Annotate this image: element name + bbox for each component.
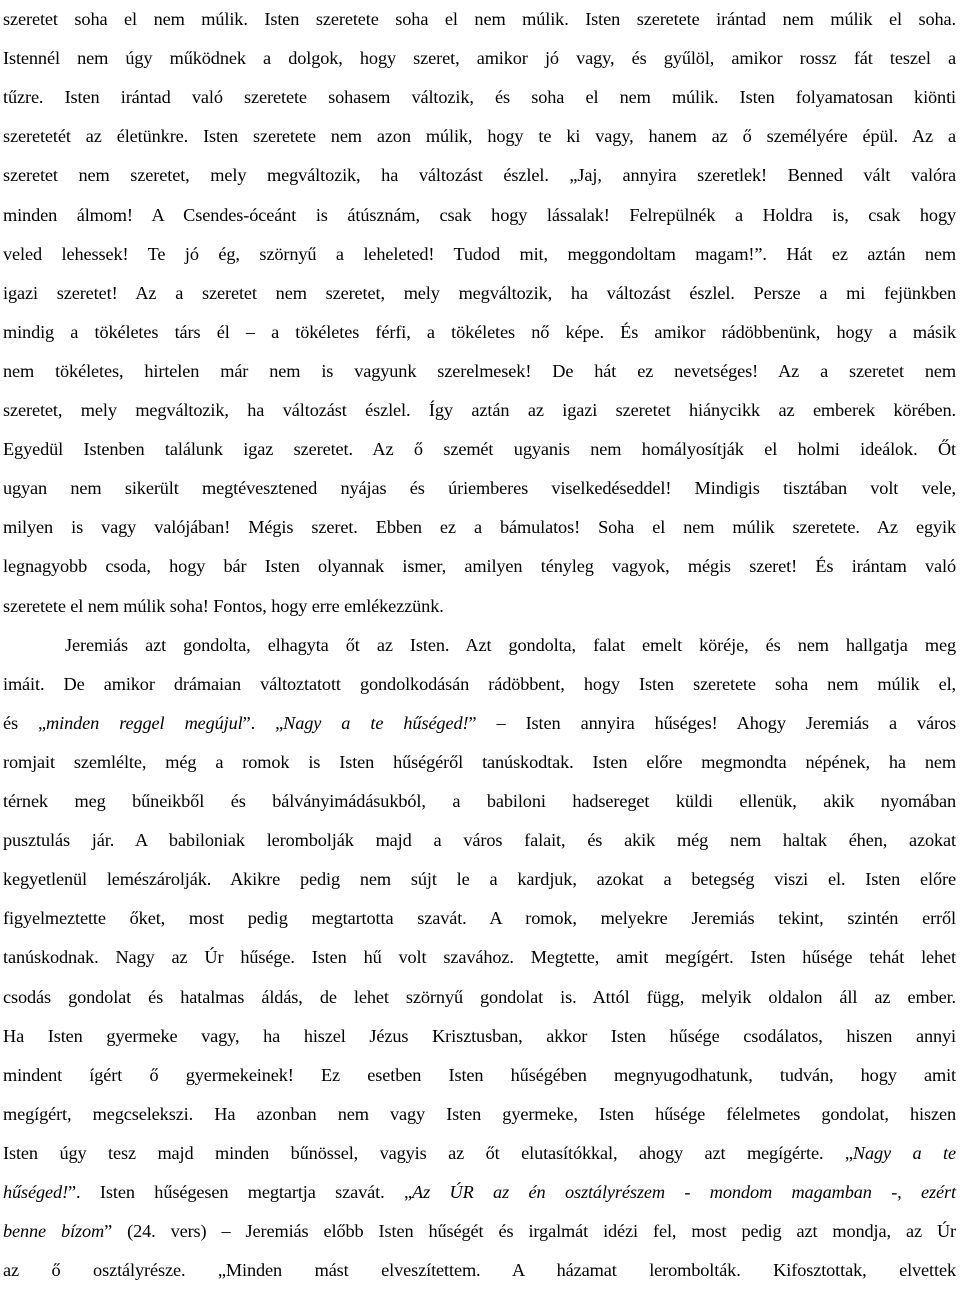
text-line xyxy=(3,704,956,743)
text-line xyxy=(3,39,956,78)
text-segment: és „ xyxy=(3,712,47,733)
text-line xyxy=(3,1173,956,1212)
text-line xyxy=(3,117,956,156)
text-segment: szeretetét az életünkre. Isten szeretete nem azon múlik, hogy te ki vagy, hanem az ő személyére épül. Az a xyxy=(3,126,956,147)
text-line xyxy=(3,196,956,235)
quoted-italic-text: minden reggel megújul xyxy=(46,712,243,733)
text-line xyxy=(3,235,956,274)
text-segment: ”. „ xyxy=(242,712,284,733)
text-line xyxy=(3,274,956,313)
text-line xyxy=(3,1212,956,1251)
text-segment: milyen is vagy valójában! Mégis szeret. Ebben ez a bámulatos! Soha el nem múlik szeretete. Az egyik xyxy=(3,517,956,538)
text-segment: imáit. De amikor drámaian változtatott gondolkodásán rádöbbent, hogy Isten szeretete soha nem múlik el, xyxy=(3,673,956,694)
text-segment: kegyetlenül lemészárolják. Akikre pedig nem sújt le a kardjuk, azokat a betegség viszi el. Isten előre xyxy=(3,869,956,890)
text-segment: Ha Isten gyermeke vagy, ha hiszel Jézus Krisztusban, akkor Isten hűsége csodálatos, hiszen annyi xyxy=(3,1025,956,1046)
text-segment: az ő osztályrésze. „Minden mást elveszítettem. A házamat lerombolták. Kifosztottak, elvettek xyxy=(3,1260,956,1281)
text-line xyxy=(3,1017,956,1056)
text-line xyxy=(3,391,956,430)
text-line xyxy=(3,665,956,704)
text-segment: romjait szemlélte, még a romok is Isten hűségéről tanúskodtak. Isten előre megmondta népének, ha nem xyxy=(3,751,956,772)
text-line xyxy=(3,352,956,391)
text-line xyxy=(3,1134,956,1173)
quoted-italic-text: Az ÚR az én osztályrészem - mondom magamban -, ezért xyxy=(412,1182,956,1202)
text-line xyxy=(3,743,956,782)
text-segment: Jeremiás azt gondolta, elhagyta őt az Isten. Azt gondolta, falat emelt köréje, és nem hallgatja meg xyxy=(65,634,956,655)
text-segment: ”. Isten hűségesen megtartja szavát. „ xyxy=(68,1182,413,1202)
text-segment: minden álmom! A Csendes-óceánt is átúsznám, csak hogy lássalak! Felrepülnék a Holdra is, csak hogy xyxy=(3,204,956,225)
text-line xyxy=(3,508,956,547)
text-line xyxy=(3,587,956,626)
text-segment: csodás gondolat és hatalmas áldás, de lehet szörnyű gondolat is. Attól függ, melyik oldalon áll az ember. xyxy=(3,986,956,1007)
text-line xyxy=(3,313,956,352)
text-segment: mindent ígért ő gyermekeinek! Ez esetben Isten hűségében megnyugodhatunk, tudván, hogy amit xyxy=(3,1064,956,1085)
text-line xyxy=(3,430,956,469)
text-segment: igazi szeretet! Az a szeretet nem szeretet, mely megváltozik, ha változást észlel. Persze a mi fejünkben xyxy=(3,282,956,303)
text-line xyxy=(3,899,956,938)
text-segment: Isten úgy tesz majd minden bűnössel, vagyis az őt elutasítókkal, ahogy azt megígérte. „ xyxy=(3,1142,853,1163)
text-line xyxy=(3,978,956,1017)
text-segment: nem tökéletes, hirtelen már nem is vagyunk szerelmesek! De hát ez nevetséges! Az a szeretet nem xyxy=(3,360,956,381)
text-line xyxy=(3,938,956,977)
text-segment: tanúskodnak. Nagy az Úr hűsége. Isten hű volt szavához. Megtette, amit megígért. Isten hűsége tehát lehet xyxy=(3,947,956,968)
quoted-italic-text: Nagy a te xyxy=(852,1142,957,1163)
text-segment: térnek meg bűneikből és bálványimádásukból, a babiloni hadsereget küldi ellenük, akik nyomában xyxy=(3,791,956,811)
text-segment: tűzre. Isten irántad való szeretete sohasem változik, és soha el nem múlik. Isten folyamatosan kiönti xyxy=(3,87,956,108)
text-line xyxy=(3,78,956,117)
text-line xyxy=(3,1056,956,1095)
text-line xyxy=(3,860,956,899)
text-segment: szeretet soha el nem múlik. Isten szeretete soha el nem múlik. Isten szeretete irántad nem múlik el soha. xyxy=(3,9,956,29)
quoted-italic-text: hűséged! xyxy=(3,1182,69,1202)
text-segment: szeretete el nem múlik soha! Fontos, hogy erre emlékezzünk. xyxy=(3,595,444,616)
text-line xyxy=(3,1095,956,1134)
text-segment: megígért, megcselekszi. Ha azonban nem vagy Isten gyermeke, Isten hűsége félelmetes gondolat, hiszen xyxy=(3,1103,956,1124)
text-segment: legnagyobb csoda, hogy bár Isten olyannak ismer, amilyen tényleg vagyok, mégis szeret! És irántam való xyxy=(3,556,956,577)
text-line xyxy=(3,469,956,508)
quoted-italic-text: Nagy a te hűséged! xyxy=(283,712,469,733)
text-segment: ” (24. vers) – Jeremiás előbb Isten hűségét és irgalmát idézi fel, most pedig azt mondja, az Úr xyxy=(104,1221,956,1242)
text-segment: szeretet nem szeretet, mely megváltozik, ha változást észlel. „Jaj, annyira szeretlek! Benned vált valóra xyxy=(3,165,956,186)
text-segment: veled lehessek! Te jó ég, szörnyű a leheleted! Tudod mit, meggondoltam magam!”. Hát ez aztán nem xyxy=(3,243,956,264)
text-line xyxy=(3,547,956,586)
text-line xyxy=(3,156,956,195)
paragraph-first-line xyxy=(3,626,956,665)
text-line xyxy=(3,782,956,821)
quoted-italic-text: benne bízom xyxy=(3,1221,105,1242)
text-segment: ugyan nem sikerült megtévesztened nyájas és úriemberes viselkedéseddel! Mindigis tisztában volt vele, xyxy=(3,478,956,499)
text-segment: Egyedül Istenben találunk igaz szeretet. Az ő szemét ugyanis nem homályosítják el holmi ideálok. Őt xyxy=(3,439,956,460)
text-segment: Istennél nem úgy működnek a dolgok, hogy szeret, amikor jó vagy, és gyűlöl, amikor rossz fát teszel a xyxy=(3,48,956,69)
text-segment: szeretet, mely megváltozik, ha változást észlel. Így aztán az igazi szeretet hiánycikk az emberek körében. xyxy=(3,400,956,420)
text-line xyxy=(3,1251,956,1290)
text-segment: mindig a tökéletes társ él – a tökéletes férfi, a tökéletes nő képe. És amikor rádöbbenünk, hogy a másik xyxy=(3,321,956,342)
text-segment: figyelmeztette őket, most pedig megtartotta szavát. A romok, melyekre Jeremiás tekint, szintén erről xyxy=(3,908,956,929)
text-segment: ” – Isten annyira hűséges! Ahogy Jeremiás a város xyxy=(468,712,957,733)
text-line xyxy=(3,0,956,39)
text-segment: pusztulás jár. A babiloniak lerombolják majd a város falait, és akik még nem haltak éhen, azokat xyxy=(3,830,956,851)
text-line xyxy=(3,821,956,860)
